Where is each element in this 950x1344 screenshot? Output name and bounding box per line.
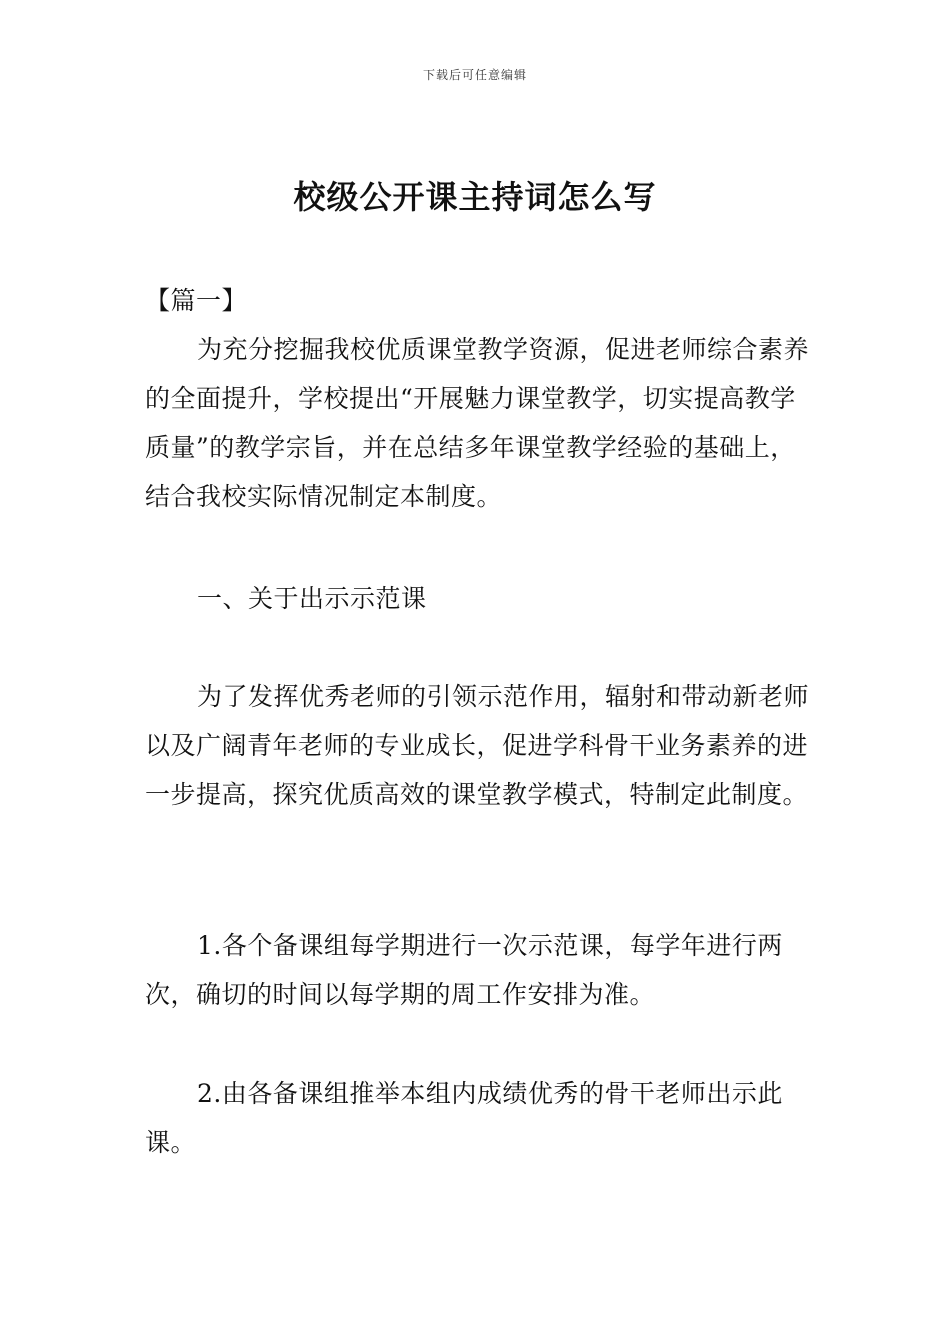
page-header-note: 下载后可任意编辑: [422, 68, 527, 82]
list-item-1: 1.各个备课组每学期进行一次示范课，每学年进行两次，确切的时间以每学期的周工作安排为准。: [145, 931, 783, 1009]
list-item-2: 2.由各备课组推举本组内成绩优秀的骨干老师出示此课。: [145, 1079, 783, 1157]
section-label: 【篇一】: [145, 286, 248, 315]
paragraph-purpose: 为了发挥优秀老师的引领示范作用，辐射和带动新老师以及广阔青年老师的专业成长，促进学科骨干业务素养的进一步提高，探究优质高效的课堂教学模式，特制定此制度。: [145, 682, 810, 809]
document-title: 校级公开课主持词怎么写: [293, 178, 657, 216]
section-heading-demo-lesson: 一、关于出示示范课: [197, 584, 427, 613]
paragraph-intro: 为充分挖掘我校优质课堂教学资源，促进老师综合素养的全面提升，学校提出“开展魅力课堂教学，切实提高教学质量”的教学宗旨，并在总结多年课堂教学经验的基础上，结合我校实际情况制定本制度。: [145, 335, 810, 511]
